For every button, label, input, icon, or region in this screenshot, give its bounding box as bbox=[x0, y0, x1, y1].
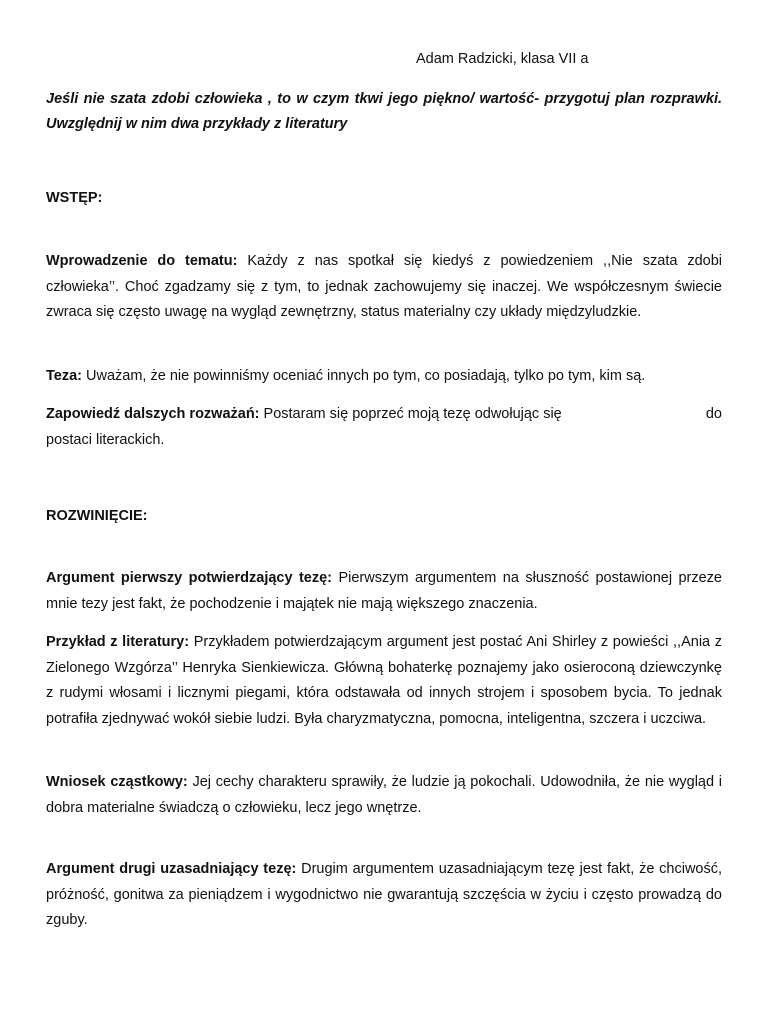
conclusion-label: Wniosek cząstkowy: bbox=[46, 774, 188, 790]
conclusion-paragraph bbox=[46, 770, 722, 821]
conclusion-text: Jej cechy charakteru sprawiły, że ludzie ją pokochali. Udowodniła, że nie wygląd i dobra materialne świadczą o człowieku, lecz jego wnętrze. bbox=[46, 774, 723, 816]
thesis-text: Uważam, że nie powinniśmy oceniać innych po tym, co posiadają, tylko po tym, kim są. bbox=[86, 368, 646, 384]
example-label: Przykład z literatury: bbox=[46, 634, 190, 650]
announce-paragraph bbox=[46, 402, 722, 428]
announce-label: Zapowiedź dalszych rozważań: bbox=[46, 406, 260, 422]
topic-text: Każdy z nas spotkał się kiedyś z powiedzeniem ,,Nie szata zdobi człowieka’’. Choć zgadzamy się z tym, to jednak zachowujemy się inaczej. We współczesnym świecie zwraca się często uwagę na wygląd zewnętrzny, status materialny czy układy międzyludzkie. bbox=[46, 253, 722, 320]
announce-continuation: postaci literackich. bbox=[46, 432, 165, 448]
example-paragraph bbox=[46, 630, 722, 732]
essay-prompt: Jeśli nie szata zdobi człowieka , to w czym tkwi jego piękno/ wartość- przygotuj plan rozprawki. Uwzględnij w nim dwa przykłady z literatury bbox=[46, 91, 722, 132]
body-heading: ROZWINIĘCIE: bbox=[46, 508, 148, 524]
thesis-paragraph bbox=[46, 364, 722, 390]
argument-1-paragraph bbox=[46, 566, 722, 617]
topic-paragraph bbox=[46, 249, 722, 326]
intro-heading: WSTĘP: bbox=[46, 190, 103, 206]
argument-2-text: Drugim argumentem uzasadniającym tezę jest fakt, że chciwość, próżność, gonitwa za pieniądzem i wygodnictwo nie gwarantują szczęścia w życiu i często prowadzą do zguby. bbox=[46, 861, 723, 928]
author-line: Adam Radzicki, klasa VII a bbox=[416, 51, 589, 67]
thesis-label: Teza: bbox=[46, 368, 82, 384]
example-text: Przykładem potwierdzającym argument jest postać Ani Shirley z powieści ,,Ania z Zielonego Wzgórza’’ Henryka Sienkiewicza. Główną bohaterkę poznajemy jako osieroconą dziewczynkę z rudymi włosami i licznymi piegami, która odstawała od innych strojem i sposobem bycia. To jednak potrafiła zjednywać wokół siebie ludzi. Była charyzmatyczna, pomocna, inteligentna, szczera i uczciwa. bbox=[46, 634, 722, 727]
announce-text-do: do bbox=[705, 406, 722, 422]
argument-2-paragraph bbox=[46, 857, 722, 934]
topic-label: Wprowadzenie do tematu: bbox=[46, 253, 238, 269]
argument-2-label: Argument drugi uzasadniający tezę: bbox=[46, 861, 297, 877]
argument-1-label: Argument pierwszy potwierdzający tezę: bbox=[46, 570, 333, 586]
announce-text: Postaram się poprzeć moją tezę odwołując się bbox=[263, 406, 562, 422]
argument-1-text: Pierwszym argumentem na słuszność postawionej przeze mnie tezy jest fakt, że pochodzenie i majątek nie mają większego znaczenia. bbox=[46, 570, 722, 612]
